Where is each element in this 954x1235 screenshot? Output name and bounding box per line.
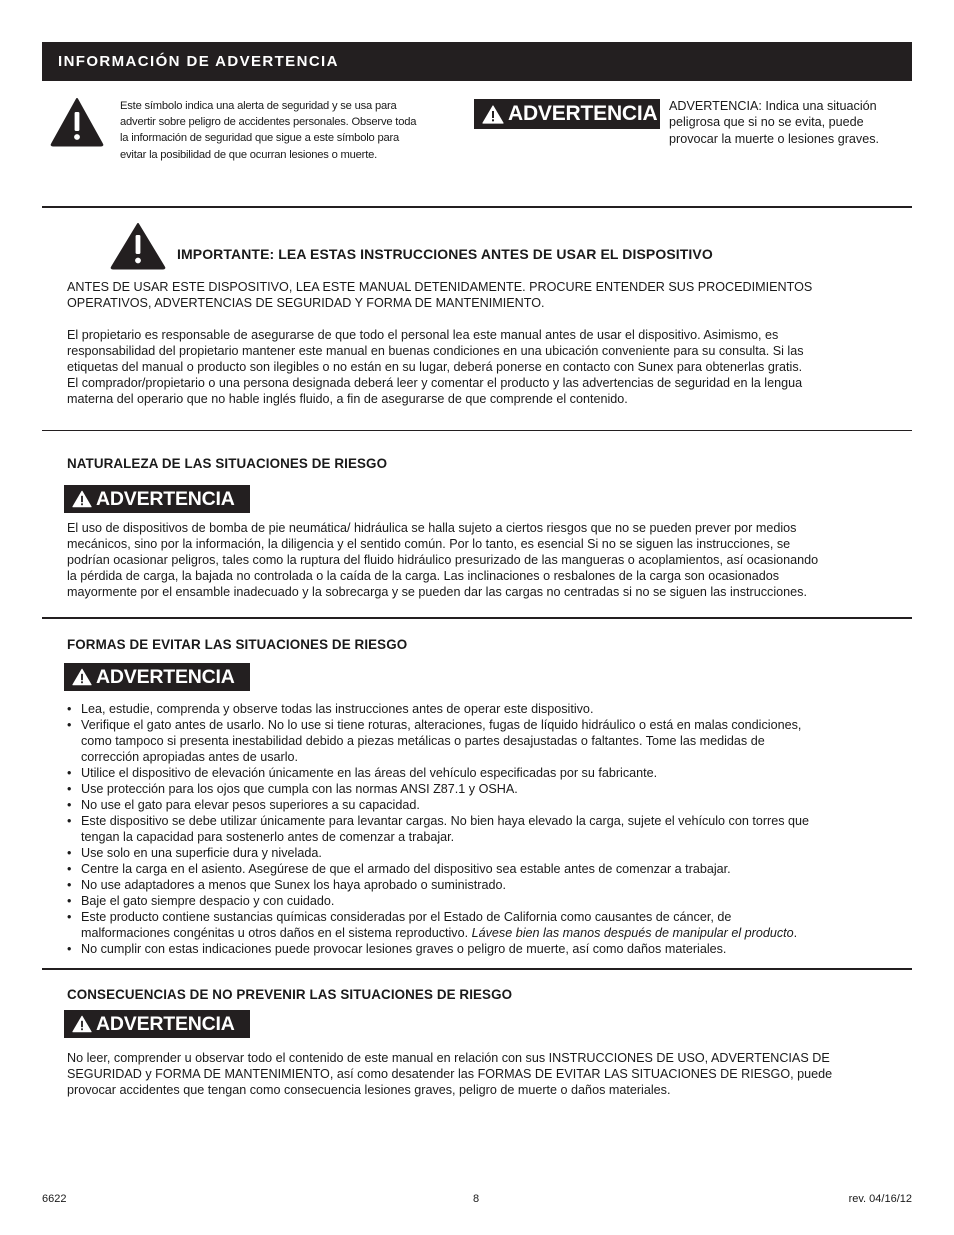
footer-model-number: 6622 [42, 1193, 67, 1205]
text-line: provocar accidentes que tengan como consecuencia lesiones graves, peligro de muerte o daños materiales. [67, 1083, 671, 1097]
text-line: OPERATIVOS, ADVERTENCIAS DE SEGURIDAD Y FORMA DE MANTENIMIENTO. [67, 296, 545, 310]
text-line: • Use solo en una superficie dura y nivelada. [81, 846, 322, 860]
text-line: El propietario es responsable de asegurarse de que todo el personal lea este manual antes de usar el dispositivo. Asimismo, es [67, 328, 779, 342]
important-paragraph-1 [67, 279, 907, 311]
warning-badge-label: ADVERTENCIA [96, 665, 235, 688]
text-line: • Lea, estudie, comprenda y observe todas las instrucciones antes de operar este dispositivo. [81, 702, 594, 716]
text-line: la pérdida de carga, la bajada no controlada o la caída de la carga. Las inclinaciones o resbalones de la carga son ocasionados [67, 569, 780, 583]
text-line: Este símbolo indica una alerta de seguridad y se usa para [120, 100, 397, 112]
list-item [67, 813, 912, 845]
chem-warning-text: malformaciones congénitas u otros daños en el sistema reproductivo. [81, 926, 472, 940]
text-line: tengan la capacidad para sostenerlo antes de comenzar a trabajar. [81, 830, 455, 844]
text-line: No leer, comprender u observar todo el contenido de este manual en relación con sus INSTRUCCIONES DE USO, ADVERTENCIAS DE [67, 1051, 830, 1065]
text-line: ANTES DE USAR ESTE DISPOSITIVO, LEA ESTE MANUAL DETENIDAMENTE. PROCURE ENTENDER SUS PROCEDIMIENTOS [67, 280, 813, 294]
footer-page-number: 8 [473, 1193, 480, 1205]
naturaleza-paragraph [67, 520, 912, 600]
text-line: • Baje el gato siempre despacio y con cuidado. [81, 894, 335, 908]
text-line: provocar la muerte o lesiones graves. [669, 131, 879, 146]
warning-triangle-icon [72, 490, 92, 508]
text-line: • Este producto contiene sustancias químicas consideradas por el Estado de California como causantes de cáncer, de [81, 910, 732, 924]
prevention-list [67, 701, 912, 957]
warning-badge-label: ADVERTENCIA [96, 487, 235, 510]
section-divider [42, 617, 912, 619]
text-line: peligrosa que si no se evita, puede [669, 115, 864, 130]
list-item [67, 781, 912, 797]
text-line: • Utilice el dispositivo de elevación únicamente en las áreas del vehículo especificadas por su fabricante. [81, 766, 658, 780]
warning-triangle-icon [110, 222, 166, 270]
warning-badge [64, 485, 250, 513]
warning-triangle-icon [50, 97, 104, 147]
list-item [67, 909, 912, 941]
text-line: • Este dispositivo se debe utilizar únicamente para levantar cargas. No bien haya elevado la carga, sujete el vehículo con torres que [81, 814, 810, 828]
footer-revision: rev. 04/16/12 [848, 1193, 912, 1205]
warning-definition [669, 98, 909, 147]
text-line: mecánicos, sino por la información, la diligencia y el sentido común. Por lo tanto, es esencial Si no se siguen las instrucciones, se [67, 537, 791, 551]
important-paragraph-2 [67, 327, 907, 407]
section-divider [42, 968, 912, 970]
list-item [67, 941, 912, 957]
section-divider [42, 430, 912, 431]
text-line: El comprador/propietario o una persona designada deberá leer y comentar el producto y las advertencias de seguridad en la lengua [67, 376, 803, 390]
warning-badge [64, 1010, 250, 1038]
text-line: etiquetas del manual o producto son ilegibles o no están en su lugar, deberá ponerse en contacto con Sunex para obtenerlas gratis. [67, 360, 803, 374]
list-item [67, 765, 912, 781]
text-line: ADVERTENCIA: Indica una situación [669, 99, 877, 113]
warning-triangle-icon [72, 1015, 92, 1033]
text-line: • No cumplir con estas indicaciones puede provocar lesiones graves o peligro de muerte, así como daños materiales. [81, 942, 727, 956]
important-title: IMPORTANTE: LEA ESTAS INSTRUCCIONES ANTES DE USAR EL DISPOSITIVO [177, 246, 713, 262]
safety-symbol-description [120, 98, 460, 163]
text-line: • Use protección para los ojos que cumpla con las normas ANSI Z87.1 y OSHA. [81, 782, 518, 796]
chem-warning-period: . [793, 926, 798, 940]
text-line: corrección apropiadas antes de usarlo. [81, 750, 299, 764]
text-line [81, 925, 912, 941]
text-line: • No use el gato para elevar pesos superiores a su capacidad. [81, 798, 420, 812]
list-item [67, 893, 912, 909]
text-line: • Verifique el gato antes de usarlo. No lo use si tiene roturas, alteraciones, fugas de líquido hidráulico o está en malas condiciones, [81, 718, 802, 732]
section-header-bar [42, 42, 912, 81]
text-line: SEGURIDAD y FORMA DE MANTENIMIENTO, así como desatender las FORMAS DE EVITAR LAS SITUACIONES DE RIESGO, puede [67, 1067, 833, 1081]
text-line: materna del operario que no hable inglés fluido, a fin de asegurarse de que comprende el contenido. [67, 392, 628, 406]
section-heading: NATURALEZA DE LAS SITUACIONES DE RIESGO [67, 456, 388, 471]
section-heading: CONSECUENCIAS DE NO PREVENIR LAS SITUACIONES DE RIESGO [67, 987, 513, 1002]
list-item [67, 845, 912, 861]
section-header-title: INFORMACIÓN DE ADVERTENCIA [58, 53, 339, 70]
section-heading: FORMAS DE EVITAR LAS SITUACIONES DE RIESGO [67, 637, 408, 652]
warning-badge [64, 663, 250, 691]
text-line: evitar la posibilidad de que ocurran lesiones o muerte. [120, 148, 378, 161]
warning-triangle-icon [72, 668, 92, 686]
text-line: podrían ocasionar peligros, tales como la ruptura del fluido hidráulico presurizado de las mangueras o acoplamientos, así ocasionando [67, 553, 819, 567]
warning-triangle-icon [482, 105, 504, 124]
text-line: • Centre la carga en el asiento. Asegúrese de que el armado del dispositivo sea estable antes de comenzar a trabajar. [81, 862, 731, 876]
warning-badge-label: ADVERTENCIA [96, 1012, 235, 1035]
text-line: advertir sobre peligro de accidentes personales. Observe toda [120, 116, 417, 129]
list-item [67, 717, 912, 765]
list-item [67, 861, 912, 877]
warning-badge-label: ADVERTENCIA [508, 102, 658, 125]
text-line: • No use adaptadores a menos que Sunex los haya aprobado o suministrado. [81, 878, 506, 892]
text-line: El uso de dispositivos de bomba de pie neumática/ hidráulica se halla sujeto a ciertos riesgos que no se pueden prever por medios [67, 521, 797, 535]
list-item [67, 701, 912, 717]
list-item [67, 797, 912, 813]
list-item [67, 877, 912, 893]
text-line: mayormente por el ensamble inadecuado y la sobrecarga y se pueden dar las cargas no centradas si no se siguen las instrucciones. [67, 585, 807, 599]
consecuencias-paragraph [67, 1050, 912, 1098]
text-line: la información de seguridad que sigue a este símbolo para [120, 132, 400, 145]
text-line: responsabilidad del propietario mantener este manual en buenas condiciones en una ubicación conveniente para su consulta. Si las [67, 344, 804, 358]
warning-badge [474, 99, 660, 129]
text-line: como tampoco si presenta inestabilidad debido a piezas metálicas o partes desajustadas o faltantes. Tome las medidas de [81, 734, 765, 748]
section-divider [42, 206, 912, 208]
chem-warning-emphasis: Lávese bien las manos después de manipular el producto [471, 926, 794, 940]
